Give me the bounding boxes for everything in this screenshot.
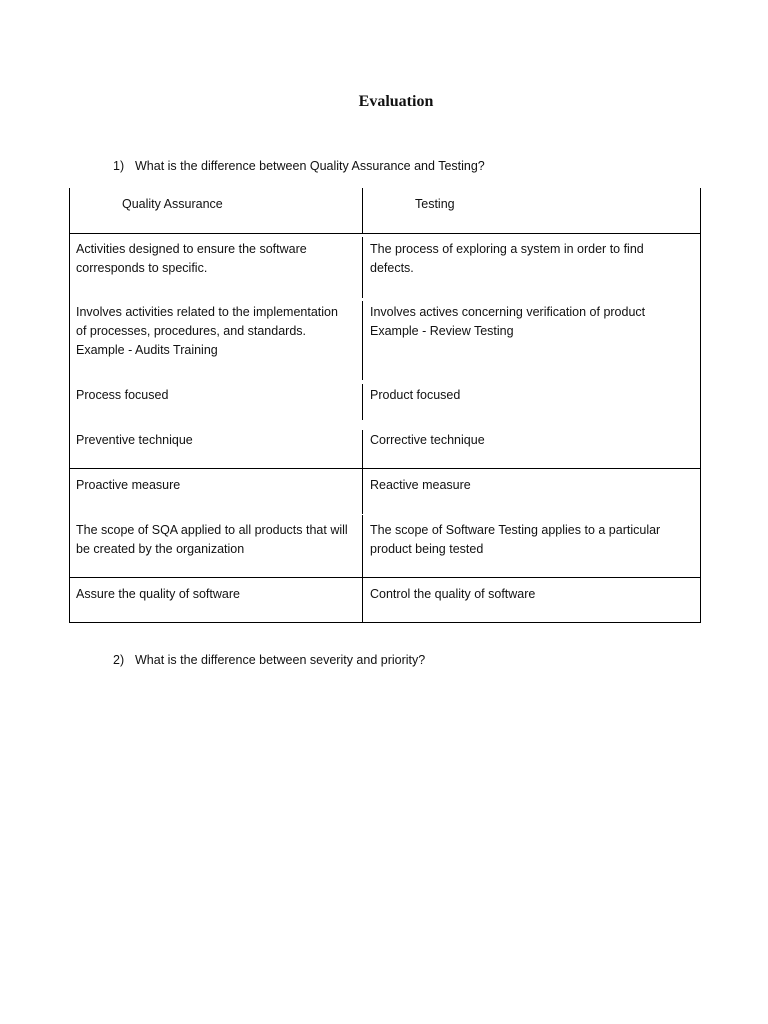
- cell-line: Example - Review Testing: [370, 324, 514, 338]
- cell-line: corresponds to specific.: [76, 261, 208, 275]
- column-header-quality-assurance: Quality Assurance: [122, 197, 223, 211]
- page-title: Evaluation: [358, 93, 434, 110]
- cell-line: Control the quality of software: [370, 587, 536, 601]
- table-cell-qa: [76, 476, 180, 495]
- column-header-testing: Testing: [415, 197, 455, 211]
- row-group-border: [69, 577, 701, 578]
- cell-line: Assure the quality of software: [76, 587, 240, 601]
- cell-line: The scope of SQA applied to all products that will: [76, 523, 348, 537]
- table-cell-testing: [370, 585, 535, 604]
- table-cell-qa: [76, 240, 307, 278]
- column-divider: [362, 469, 363, 514]
- column-divider: [362, 515, 363, 577]
- cell-line: of processes, procedures, and standards.: [76, 324, 306, 338]
- cell-line: Activities designed to ensure the software: [76, 242, 307, 256]
- question-text: What is the difference between Quality Assurance and Testing?: [135, 159, 485, 173]
- table-cell-qa: [76, 431, 193, 450]
- table-cell-qa: [76, 303, 338, 360]
- column-divider: [362, 430, 363, 468]
- comparison-table: [69, 188, 701, 623]
- cell-line: Process focused: [76, 388, 169, 402]
- table-cell-testing: [370, 521, 660, 559]
- cell-line: Involves actives concerning verification of product: [370, 305, 646, 319]
- cell-line: Example - Audits Training: [76, 343, 218, 357]
- question-number: 1): [113, 159, 125, 173]
- table-cell-testing: [370, 476, 471, 495]
- table-cell-testing: [370, 386, 460, 405]
- cell-line: Involves activities related to the implementation: [76, 305, 338, 319]
- question-1: [113, 159, 485, 173]
- table-border-bottom: [69, 622, 701, 623]
- question-number: 2): [113, 653, 125, 667]
- header-row-border: [69, 233, 701, 234]
- cell-line: Corrective technique: [370, 433, 485, 447]
- table-border-left: [69, 188, 70, 623]
- column-divider: [362, 384, 363, 420]
- table-cell-qa: [76, 386, 168, 405]
- table-cell-testing: [370, 431, 485, 450]
- table-cell-qa: [76, 521, 348, 559]
- column-divider: [362, 237, 363, 298]
- column-divider: [362, 577, 363, 623]
- column-divider: [362, 188, 363, 234]
- cell-line: be created by the organization: [76, 542, 245, 556]
- cell-line: defects.: [370, 261, 414, 275]
- cell-line: Proactive measure: [76, 478, 181, 492]
- cell-line: Preventive technique: [76, 433, 193, 447]
- table-cell-qa: [76, 585, 240, 604]
- cell-line: Product focused: [370, 388, 461, 402]
- table-cell-testing: [370, 240, 644, 278]
- table-cell-testing: [370, 303, 645, 341]
- cell-line: Reactive measure: [370, 478, 471, 492]
- cell-line: product being tested: [370, 542, 484, 556]
- cell-line: The process of exploring a system in order to find: [370, 242, 644, 256]
- cell-line: The scope of Software Testing applies to a particular: [370, 523, 661, 537]
- question-2: [113, 653, 425, 667]
- column-divider: [362, 301, 363, 380]
- table-border-right: [700, 188, 701, 623]
- row-group-border: [69, 468, 701, 469]
- question-text: What is the difference between severity and priority?: [135, 653, 426, 667]
